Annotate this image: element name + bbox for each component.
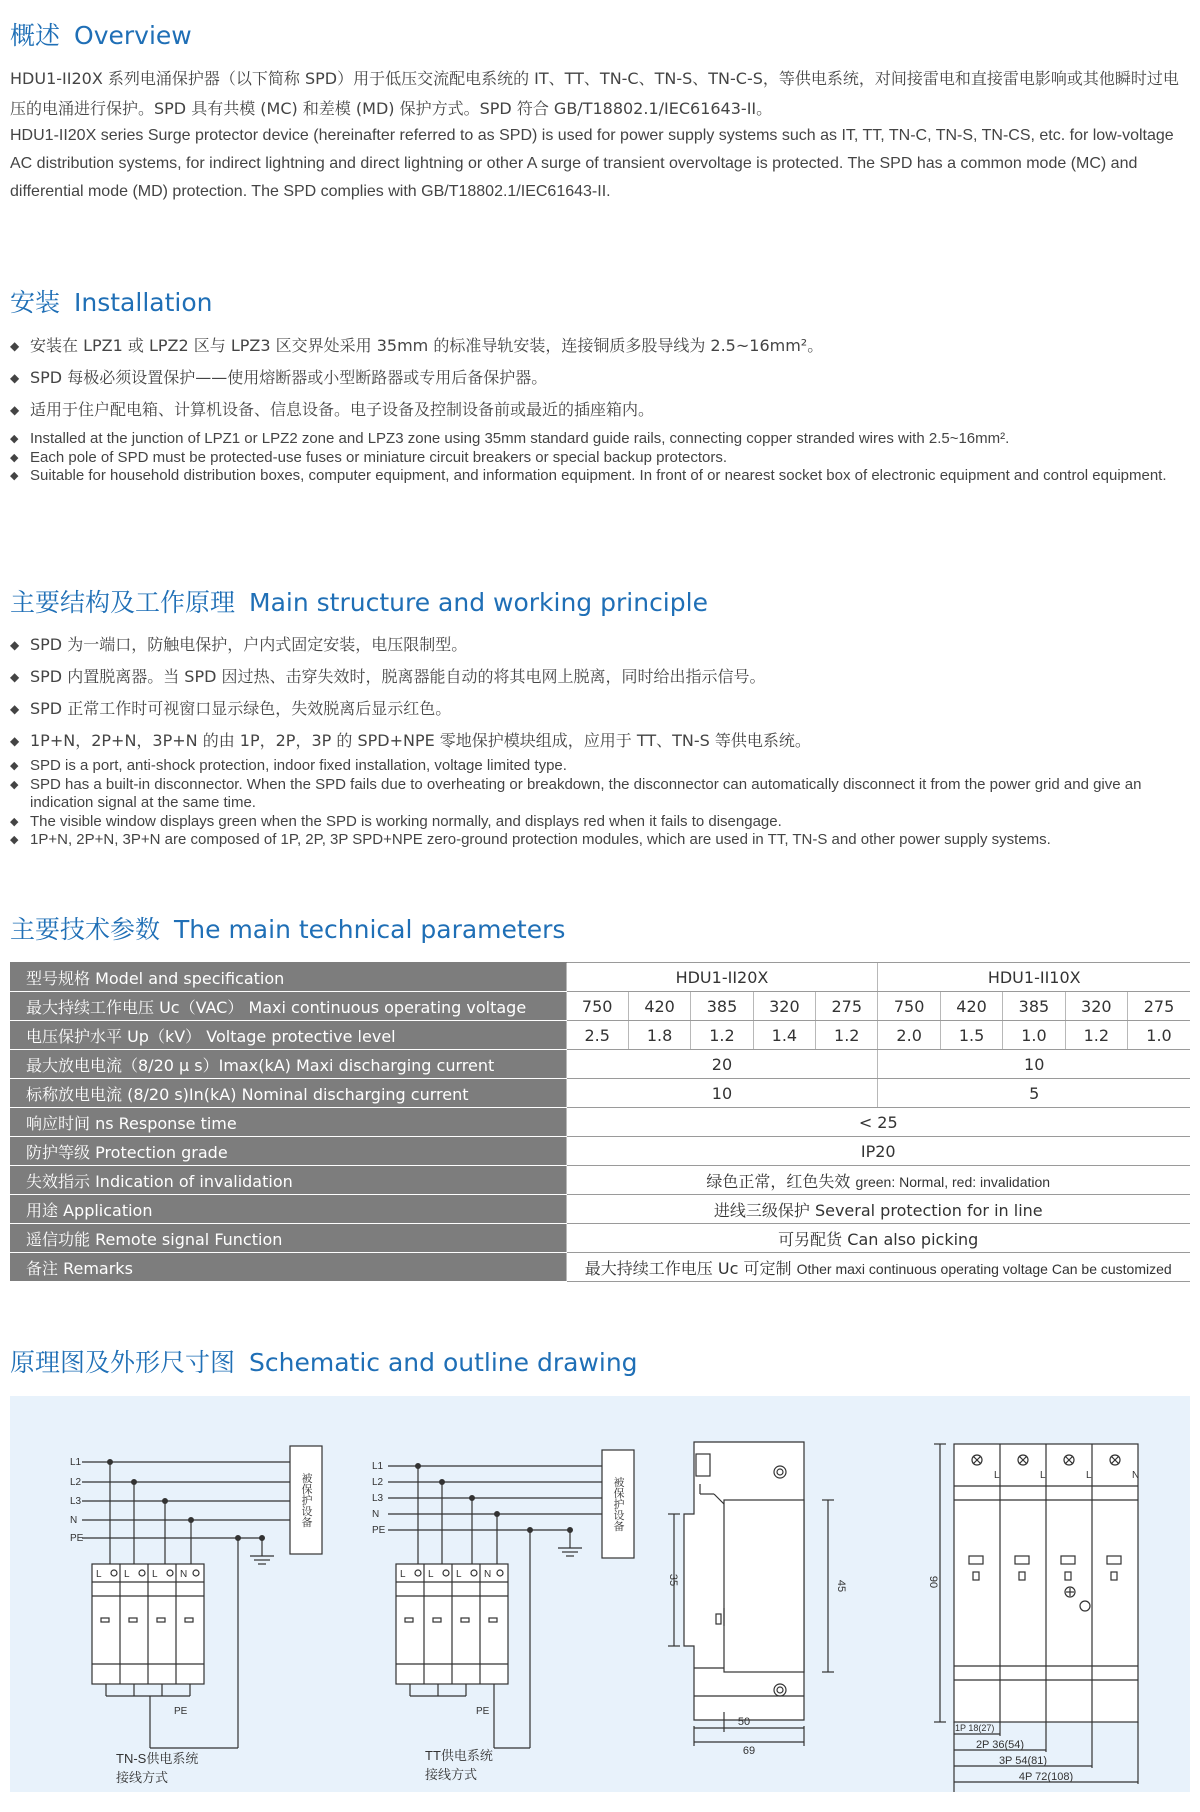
installation-title (10, 283, 212, 319)
table-cell: < 25 (566, 1108, 1190, 1137)
cell-text-cn: 进线三级保护 (713, 1200, 810, 1220)
model-b-header: HDU1-II10X (878, 963, 1190, 992)
dim-label: 90 (927, 1575, 939, 1589)
list-item: ◆ Installed at the junction of LPZ1 or LPZ2 zone and LPZ3 zone using 35mm standard guide rails, connecting copper stranded wires with 2.5~16mm². (10, 430, 1190, 449)
list-item: ◆ 适用于住户配电箱、计算机设备、信息设备。电子设备及控制设备前或最近的插座箱内。 (10, 394, 1190, 426)
tt-caption: 接线方式 (425, 1767, 478, 1782)
dim-label: 2P 36(54) (975, 1739, 1025, 1751)
table-cell: 320 (753, 992, 815, 1021)
table-cell: 1.0 (1003, 1021, 1065, 1050)
params-title (10, 910, 565, 946)
table-cell (566, 1224, 1190, 1253)
table-row (10, 1050, 1190, 1079)
structure-title-en: Main structure and working principle (249, 588, 708, 617)
params-title-cn: 主要技术参数 (10, 915, 161, 944)
table-cell (566, 1253, 1190, 1282)
dim-label: 3P 54(81) (998, 1755, 1048, 1767)
table-cell: 1.8 (628, 1021, 690, 1050)
row-label: 最大持续工作电压 Uc（VAC） Maxi continuous operating voltage (10, 992, 566, 1021)
table-cell: 750 (878, 992, 940, 1021)
table-cell: 320 (1065, 992, 1127, 1021)
row-label: 响应时间 ns Response time (10, 1108, 566, 1137)
module-label: N (484, 1569, 492, 1580)
list-item: ◆ SPD 正常工作时可视窗口显示绿色，失效脱离后显示红色。 (10, 693, 1190, 725)
protected-device-label: 被保护设备 (300, 1472, 312, 1528)
row-label: 备注 Remarks (10, 1253, 566, 1282)
table-cell: 385 (1003, 992, 1065, 1021)
table-cell: 1.5 (940, 1021, 1002, 1050)
module-label: L (152, 1569, 158, 1580)
table-row (10, 1079, 1190, 1108)
dim-label: 35 (667, 1573, 679, 1587)
line-label: N (372, 1509, 380, 1520)
module-label: L (1040, 1470, 1046, 1481)
protected-device-label: 被保护设备 (612, 1476, 624, 1532)
structure-title (10, 583, 708, 619)
list-item: ◆ 1P+N，2P+N，3P+N 的由 1P，2P，3P 的 SPD+NPE 零地保护模块组成，应用于 TT、TN-S 等供电系统。 (10, 725, 1190, 757)
table-cell: 1.2 (1065, 1021, 1127, 1050)
table-cell: 1.0 (1128, 1021, 1190, 1050)
structure-title-cn: 主要结构及工作原理 (10, 588, 236, 617)
table-cell: 420 (628, 992, 690, 1021)
line-label: L3 (372, 1493, 384, 1504)
schematic-drawing-area (10, 1396, 1190, 1792)
dim-label: 50 (737, 1716, 751, 1728)
table-row (10, 963, 1190, 992)
overview-title (10, 16, 192, 52)
table-cell: 1.4 (753, 1021, 815, 1050)
params-title-en: The main technical parameters (174, 915, 566, 944)
installation-list-en (10, 430, 1190, 486)
table-cell (566, 1166, 1190, 1195)
cell-text-cn: 可另配货 (778, 1229, 843, 1249)
dim-label: 1P 18(27) (955, 1723, 995, 1733)
row-label: 型号规格 Model and specification (10, 963, 566, 992)
module-label: N (180, 1569, 188, 1580)
model-a-header: HDU1-II20X (566, 963, 878, 992)
table-cell: 1.2 (691, 1021, 753, 1050)
table-cell: 2.5 (566, 1021, 628, 1050)
module-label: L (1086, 1470, 1092, 1481)
installation-title-en: Installation (74, 288, 213, 317)
cell-text-en: Several protection for in line (814, 1200, 1043, 1220)
table-row (10, 1166, 1190, 1195)
tns-caption: 接线方式 (116, 1770, 169, 1785)
row-label: 用途 Application (10, 1195, 566, 1224)
cell-text-en: Can also picking (847, 1229, 979, 1249)
list-item: ◆ SPD has a built-in disconnector. When the SPD fails due to overheating or breakdown, the disconnector can automatically disconnect it from the power grid and give an indication signal at the same time. (10, 776, 1190, 813)
tns-caption: TN-S供电系统 (116, 1751, 199, 1766)
list-item: ◆ SPD 内置脱离器。当 SPD 因过热、击穿失效时，脱离器能自动的将其电网上脱离，同时给出指示信号。 (10, 661, 1190, 693)
table-cell: 10 (878, 1050, 1190, 1079)
table-row (10, 1195, 1190, 1224)
row-label: 遥信功能 Remote signal Function (10, 1224, 566, 1253)
table-cell: 750 (566, 992, 628, 1021)
row-label: 标称放电电流 (8/20 s)In(kA) Nominal discharging current (10, 1079, 566, 1108)
module-label: L (96, 1569, 102, 1580)
line-label: L2 (372, 1477, 384, 1488)
dim-label: 4P 72(108) (1018, 1771, 1074, 1783)
table-cell: 20 (566, 1050, 878, 1079)
pe-label: PE (174, 1706, 188, 1717)
table-cell: 1.2 (816, 1021, 878, 1050)
row-label: 防护等级 Protection grade (10, 1137, 566, 1166)
row-label: 电压保护水平 Up（kV） Voltage protective level (10, 1021, 566, 1050)
schematic-title-cn: 原理图及外形尺寸图 (10, 1348, 236, 1377)
table-cell: IP20 (566, 1137, 1190, 1166)
table-row (10, 1253, 1190, 1282)
list-item: ◆ SPD is a port, anti-shock protection, indoor fixed installation, voltage limited type. (10, 757, 1190, 776)
module-label: L (400, 1569, 406, 1580)
table-cell: 275 (816, 992, 878, 1021)
cell-text-cn: 最大持续工作电压 Uc 可定制 (584, 1258, 792, 1278)
table-row (10, 1224, 1190, 1253)
table-row (10, 1108, 1190, 1137)
row-label: 最大放电电流（8/20 μ s）Imax(kA) Maxi discharging current (10, 1050, 566, 1079)
front-outline-drawing (934, 1444, 1138, 1792)
installation-title-cn: 安装 (10, 288, 61, 317)
table-cell (566, 1195, 1190, 1224)
list-item: ◆ SPD 每极必须设置保护——使用熔断器或小型断路器或专用后备保护器。 (10, 362, 1190, 394)
installation-list-cn (10, 330, 1190, 426)
table-cell: 5 (878, 1079, 1190, 1108)
line-label: L1 (372, 1461, 384, 1472)
table-row (10, 1137, 1190, 1166)
side-outline-drawing (668, 1442, 834, 1746)
module-label: L (994, 1470, 1000, 1481)
line-label: PE (70, 1533, 84, 1544)
module-label: L (428, 1569, 434, 1580)
list-item: ◆ The visible window displays green when the SPD is working normally, and displays red when it fails to disengage. (10, 813, 1190, 832)
line-label: L1 (70, 1457, 82, 1468)
dim-label: 45 (835, 1579, 847, 1593)
table-cell: 2.0 (878, 1021, 940, 1050)
list-item: ◆ Each pole of SPD must be protected-use fuses or miniature circuit breakers or special backup protectors. (10, 449, 1190, 468)
params-table (10, 962, 1190, 1282)
tns-diagram (82, 1446, 322, 1748)
schematic-title (10, 1343, 638, 1379)
cell-text-en: green: Normal, red: invalidation (855, 1173, 1051, 1190)
table-cell: 10 (566, 1079, 878, 1108)
overview-title-cn: 概述 (10, 21, 61, 50)
line-label: PE (372, 1525, 386, 1536)
module-label: L (456, 1569, 462, 1580)
list-item: ◆ Suitable for household distribution boxes, computer equipment, and information equipment. In front of or nearest socket box of electronic equipment and control equipment. (10, 467, 1190, 486)
table-cell: 420 (940, 992, 1002, 1021)
table-cell: 275 (1128, 992, 1190, 1021)
structure-list-en (10, 757, 1190, 850)
table-row (10, 992, 1190, 1021)
line-label: N (70, 1515, 78, 1526)
pe-label: PE (476, 1706, 490, 1717)
list-item: ◆ 1P+N, 2P+N, 3P+N are composed of 1P, 2P, 3P SPD+NPE zero-ground protection modules, which are used in TT, TN-S and other power supply systems. (10, 831, 1190, 850)
list-item: ◆ SPD 为一端口，防触电保护，户内式固定安装，电压限制型。 (10, 629, 1190, 661)
table-row (10, 1021, 1190, 1050)
schematic-title-en: Schematic and outline drawing (249, 1348, 638, 1377)
overview-title-en: Overview (74, 21, 192, 50)
cell-text-cn: 绿色正常，红色失效 (706, 1171, 851, 1191)
overview-paragraph-en: HDU1-II20X series Surge protector device (hereinafter referred to as SPD) is used for power supply systems such as IT, TT, TN-C, TN-S, TN-CS, etc. for low-voltage AC distribution systems, for indirect lightning and direct lightning or other A surge of transient overvoltage is protected. The SPD has a common mode (MC) and differential mode (MD) protection. The SPD complies with GB/T18802.1/IEC61643-II. (10, 127, 1174, 200)
line-label: L3 (70, 1496, 82, 1507)
line-label: L2 (70, 1477, 82, 1488)
schematic-drawings (10, 1396, 1190, 1792)
tt-diagram (388, 1450, 634, 1748)
overview-paragraph-cn: HDU1-II20X 系列电涌保护器（以下简称 SPD）用于低压交流配电系统的 IT、TT、TN-C、TN-S、TN-C-S，等供电系统，对间接雷电和直接雷电影响或其他瞬时过电压的电涌进行保护。SPD 具有共模 (MC) 和差模 (MD) 保护方式。SPD 符合 GB/T18802.1/IEC61643-II。 (10, 69, 1179, 118)
tt-caption: TT供电系统 (425, 1748, 493, 1763)
module-label: N (1132, 1470, 1140, 1481)
structure-list-cn (10, 629, 1190, 757)
module-label: L (124, 1569, 130, 1580)
row-label: 失效指示 Indication of invalidation (10, 1166, 566, 1195)
dim-label: 69 (742, 1745, 756, 1757)
cell-text-en: Other maxi continuous operating voltage Can be customized (796, 1260, 1172, 1277)
table-cell: 385 (691, 992, 753, 1021)
list-item: ◆ 安装在 LPZ1 或 LPZ2 区与 LPZ3 区交界处采用 35mm 的标准导轨安装，连接铜质多股导线为 2.5~16mm²。 (10, 330, 1190, 362)
